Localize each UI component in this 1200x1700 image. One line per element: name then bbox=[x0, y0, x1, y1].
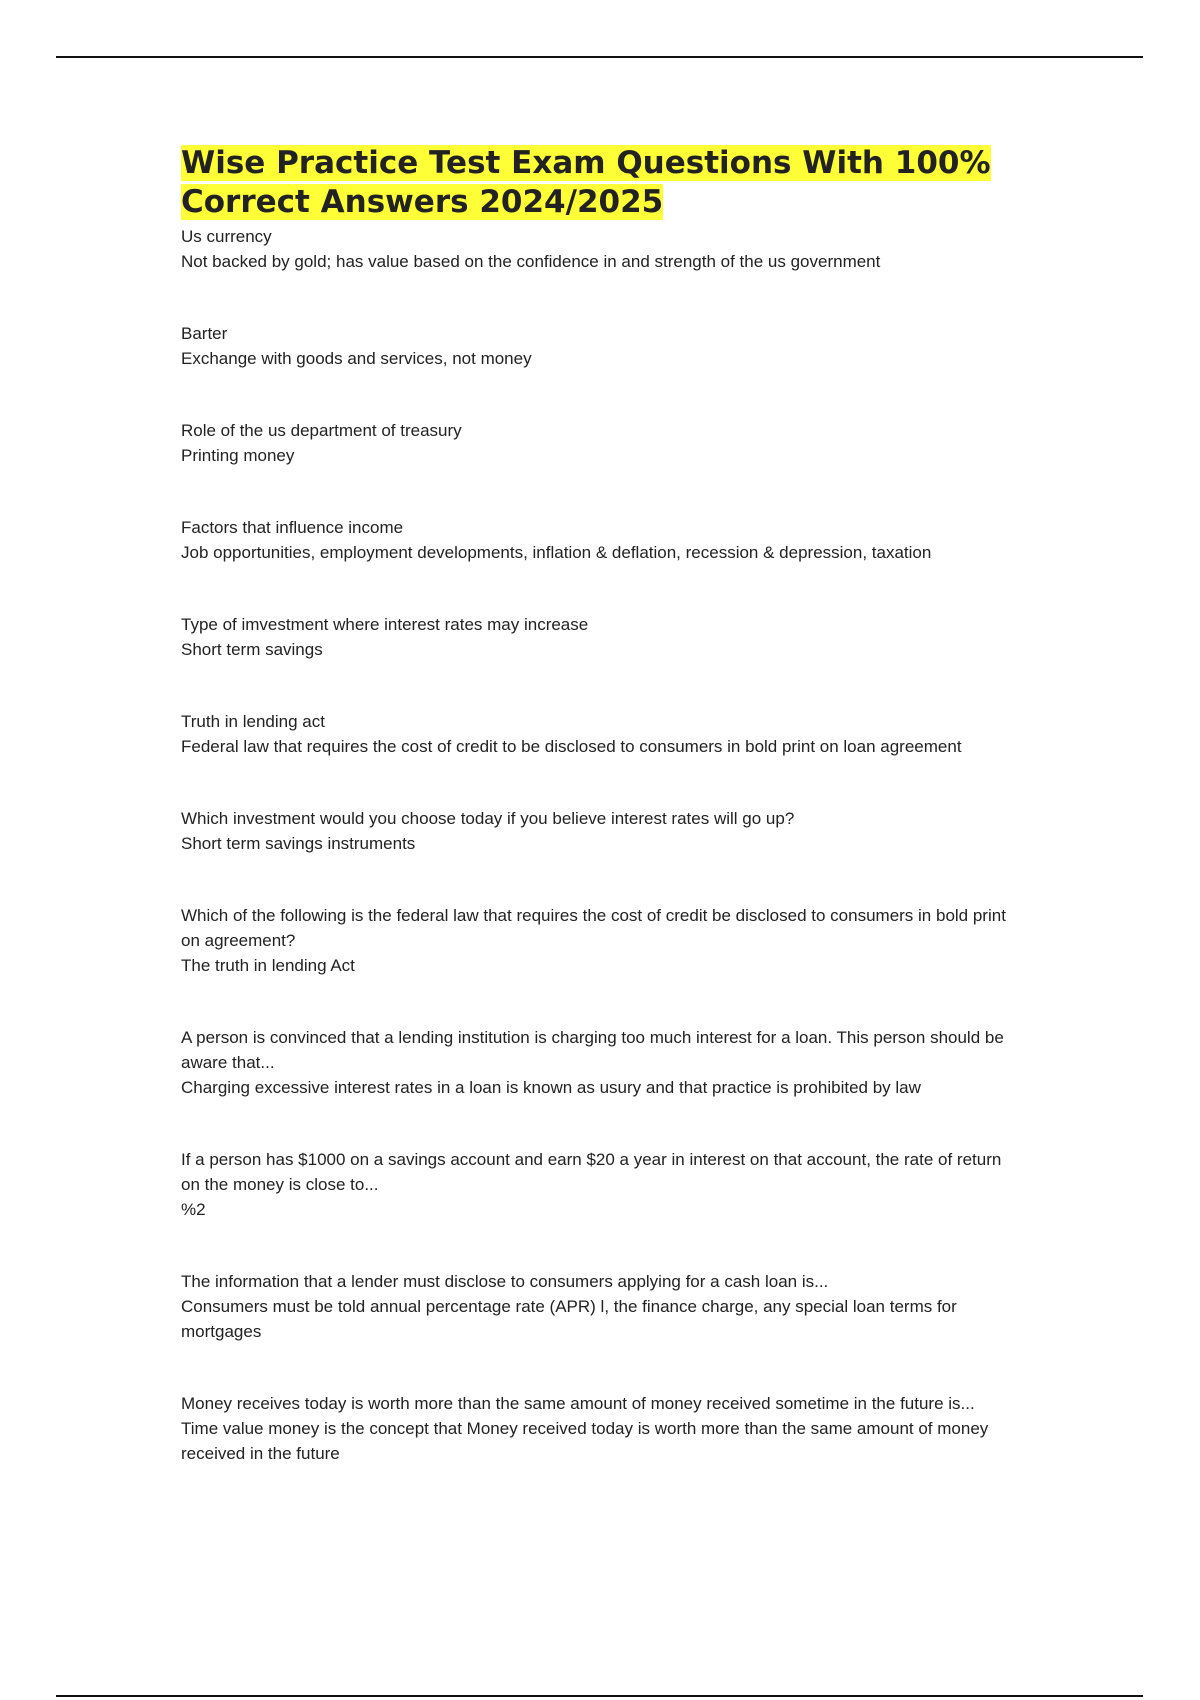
answer-text: Job opportunities, employment developments, inflation & deflation, recession & depression, taxation bbox=[181, 543, 932, 562]
question-text: Which of the following is the federal law that requires the cost of credit be disclosed to consumers in bold print on agreement? bbox=[181, 906, 1006, 950]
footer-rule bbox=[56, 1695, 1143, 1697]
answer-text: %2 bbox=[181, 1200, 206, 1219]
answer-text: Exchange with goods and services, not money bbox=[181, 349, 532, 368]
answer-text: The truth in lending Act bbox=[181, 956, 355, 975]
question-text: Us currency bbox=[181, 227, 272, 246]
qa-item bbox=[181, 612, 1021, 662]
question-text: Truth in lending act bbox=[181, 712, 325, 731]
question-text: Which investment would you choose today if you believe interest rates will go up? bbox=[181, 809, 795, 828]
qa-item bbox=[181, 1269, 1021, 1344]
qa-item bbox=[181, 806, 1021, 856]
answer-text: Federal law that requires the cost of credit to be disclosed to consumers in bold print on loan agreement bbox=[181, 737, 962, 756]
qa-item bbox=[181, 1147, 1021, 1222]
question-text: Factors that influence income bbox=[181, 518, 404, 537]
question-text: Money receives today is worth more than the same amount of money received sometime in the future is... bbox=[181, 1394, 975, 1413]
answer-text: Not backed by gold; has value based on the confidence in and strength of the us government bbox=[181, 252, 881, 271]
qa-item bbox=[181, 1391, 1021, 1466]
question-text: Type of imvestment where interest rates may increase bbox=[181, 615, 589, 634]
answer-text: Printing money bbox=[181, 446, 295, 465]
qa-item bbox=[181, 224, 1021, 274]
document-title bbox=[181, 144, 1021, 222]
qa-item bbox=[181, 515, 1021, 565]
document-body bbox=[181, 144, 1021, 1513]
answer-text: Short term savings instruments bbox=[181, 834, 416, 853]
question-text: The information that a lender must disclose to consumers applying for a cash loan is... bbox=[181, 1272, 829, 1291]
title-highlight: Wise Practice Test Exam Questions With 100% Correct Answers 2024/2025 bbox=[181, 145, 991, 220]
question-text: If a person has $1000 on a savings account and earn $20 a year in interest on that account, the rate of return on the money is close to... bbox=[181, 1150, 1002, 1194]
qa-item bbox=[181, 321, 1021, 371]
answer-text: Time value money is the concept that Money received today is worth more than the same amount of money received in the future bbox=[181, 1419, 989, 1463]
answer-text: Consumers must be told annual percentage rate (APR) l, the finance charge, any special loan terms for mortgages bbox=[181, 1297, 957, 1341]
question-text: A person is convinced that a lending institution is charging too much interest for a loan. This person should be aware that... bbox=[181, 1028, 1004, 1072]
qa-item bbox=[181, 418, 1021, 468]
qa-item bbox=[181, 903, 1021, 978]
header-rule bbox=[56, 56, 1143, 58]
question-text: Role of the us department of treasury bbox=[181, 421, 462, 440]
qa-item bbox=[181, 1025, 1021, 1100]
question-text: Barter bbox=[181, 324, 228, 343]
answer-text: Short term savings bbox=[181, 640, 323, 659]
answer-text: Charging excessive interest rates in a loan is known as usury and that practice is prohibited by law bbox=[181, 1078, 921, 1097]
qa-item bbox=[181, 709, 1021, 759]
